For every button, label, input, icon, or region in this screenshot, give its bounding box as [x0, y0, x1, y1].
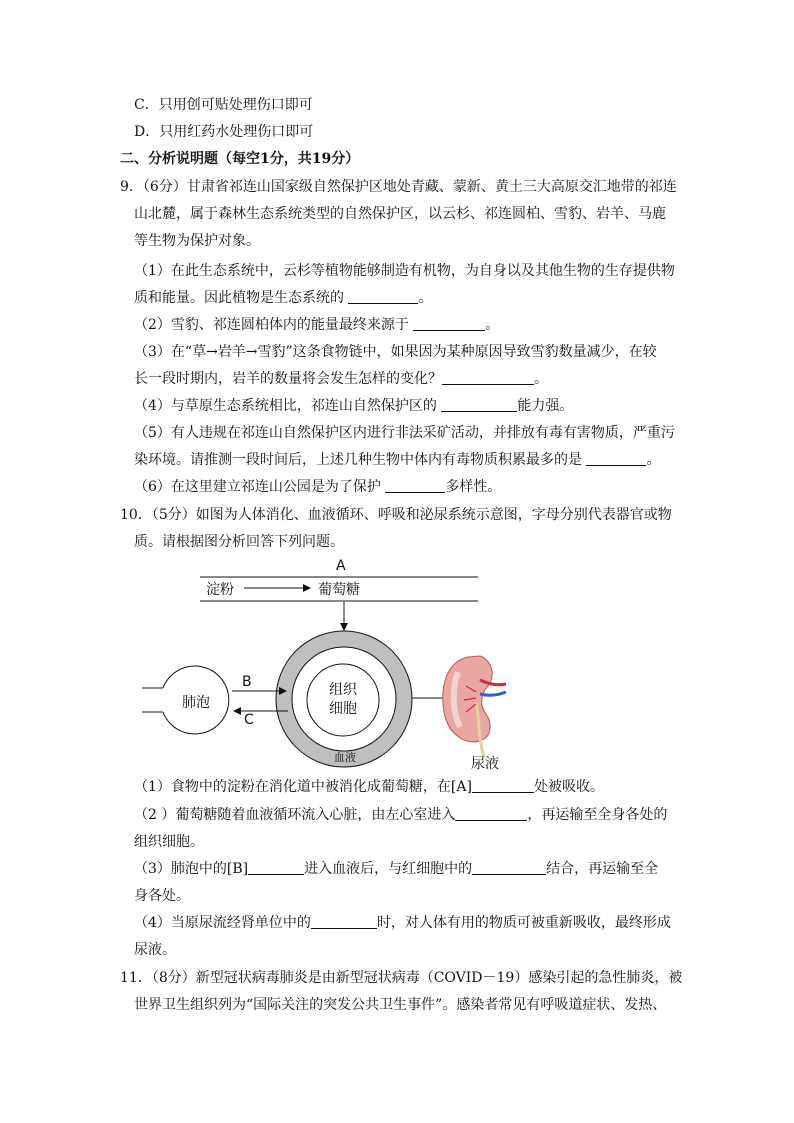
q11-stem-line-2: 世界卫生组织列为“国际关注的突发公共卫生事件”。感染者常见有呼吸道症状、发热、	[134, 997, 667, 1013]
q10-part2-text: （2 ）葡萄糖随着血液循环流入心脏，由左心室进入	[134, 807, 456, 823]
q9-part6-answer-blank[interactable]	[385, 478, 445, 493]
q11-stem-line-1: 11．（8分）新型冠状病毒肺炎是由新型冠状病毒（COVID－19）感染引起的急性肺炎，被	[120, 970, 683, 986]
section-heading: 二、分析说明题（每空1分，共19分）	[120, 151, 360, 167]
q10-part1-line	[134, 778, 604, 796]
q9-part3-text: 长一段时期内，岩羊的数量将会发生怎样的变化？	[134, 371, 442, 387]
q9-part5-end: 。	[646, 452, 661, 468]
q10-part2-line-2: 组织细胞。	[134, 834, 204, 850]
label-tissue-line-2: 细胞	[329, 701, 357, 717]
q9-part3-line-1: （3）在“草→岩羊→雪豹”这条食物链中，如果因为某种原因导致雪豹数量减少，在较	[134, 344, 657, 360]
q10-stem-line-1: 10．（5分）如图为人体消化、血液循环、呼吸和泌尿系统示意图，字母分别代表器官或物	[120, 507, 672, 523]
q9-part4-text: （4）与草原生态系统相比，祁连山自然保护区的	[134, 398, 442, 414]
q9-part3-answer-blank[interactable]	[442, 370, 534, 385]
q9-part4-line	[134, 397, 573, 415]
q10-part3-answer-blank-2[interactable]	[472, 860, 546, 875]
label-c: C	[244, 712, 254, 728]
label-glucose: 葡萄糖	[318, 582, 360, 598]
label-urine: 尿液	[471, 756, 499, 772]
option-c: C．只用创可贴处理伤口即可	[134, 97, 313, 113]
q10-part2-answer-blank[interactable]	[455, 806, 527, 821]
q9-part1-answer-blank[interactable]	[348, 289, 418, 304]
q10-part4-line-1	[134, 914, 671, 932]
kidney-icon	[443, 656, 506, 757]
label-tissue-line-1: 组织	[329, 682, 357, 698]
q9-part6-line	[134, 478, 501, 496]
q10-part3-end: 结合，再运输至全	[546, 861, 659, 877]
q10-part1-end: 处被吸收。	[533, 779, 604, 795]
q9-part3-end: 。	[534, 371, 548, 387]
q9-part2-answer-blank[interactable]	[413, 316, 485, 331]
q9-part2-end: 。	[485, 317, 500, 333]
q10-part3-line-1	[134, 860, 658, 878]
label-a: A	[336, 558, 346, 574]
q10-part4-answer-blank[interactable]	[311, 914, 377, 929]
q10-part4-text: （4）当原尿流经肾单位中的	[134, 915, 311, 931]
q10-part1-answer-blank[interactable]	[472, 778, 534, 793]
q9-part1-line-2	[134, 289, 432, 307]
label-blood: 血液	[334, 751, 356, 764]
label-b: B	[242, 674, 252, 690]
q10-stem-line-2: 质。请根据图分析回答下列问题。	[134, 534, 344, 550]
q9-part4-end: 能力强。	[517, 398, 574, 414]
q9-part2-line	[134, 316, 499, 334]
q10-part1-text: （1）食物中的淀粉在消化道中被消化成葡萄糖，在[A]	[134, 779, 472, 795]
q9-part5-answer-blank[interactable]	[586, 451, 646, 466]
q9-part1-end: 。	[418, 290, 433, 306]
q10-part4-end: 时，对人体有用的物质可被重新吸收，最终形成	[376, 915, 671, 931]
q9-stem-line-2: 山北麓，属于森林生态系统类型的自然保护区，以云杉、祁连圆柏、雪豹、岩羊、马鹿	[134, 206, 666, 222]
q9-part1-text: 质和能量。因此植物是生态系统的	[134, 290, 349, 306]
q9-part5-line-2	[134, 451, 660, 469]
q10-part4-line-2: 尿液。	[134, 942, 176, 958]
q9-part2-text: （2）雪豹、祁连圆柏体内的能量最终来源于	[134, 317, 414, 333]
q9-stem-line-1: 9．（6分）甘肃省祁连山国家级自然保护区地处青藏、蒙新、黄土三大高原交汇地带的祁连	[120, 179, 677, 195]
q9-part6-end: 多样性。	[445, 479, 502, 495]
q9-part1-line-1: （1）在此生态系统中，云杉等植物能够制造有机物，为自身以及其他生物的生存提供物	[134, 263, 675, 279]
option-d: D．只用红药水处理伤口即可	[134, 124, 314, 140]
q10-part3-answer-blank-1[interactable]	[248, 860, 304, 875]
q9-part5-line-1: （5）有人违规在祁连山自然保护区内进行非法采矿活动，并排放有毒有害物质，严重污	[134, 425, 675, 441]
q10-part3-mid: 进入血液后，与红细胞中的	[304, 861, 473, 877]
q10-part2-end: ，再运输至全身各处的	[527, 807, 668, 823]
q9-part4-answer-blank[interactable]	[441, 397, 517, 412]
physiology-diagram	[140, 558, 520, 772]
q10-part3-text: （3）肺泡中的[B]	[134, 861, 249, 877]
q10-part2-line-1	[134, 806, 667, 824]
label-starch: 淀粉	[206, 582, 234, 598]
q10-part3-line-2: 身各处。	[134, 888, 190, 904]
q9-part3-line-2	[134, 370, 548, 388]
label-alveolus: 肺泡	[182, 695, 210, 711]
q9-part5-text: 染环境。请推测一段时间后，上述几种生物中体内有毒物质积累最多的是	[134, 452, 587, 468]
q9-part6-text: （6）在这里建立祁连山公园是为了保护	[134, 479, 386, 495]
q9-stem-line-3: 等生物为保护对象。	[134, 233, 260, 249]
